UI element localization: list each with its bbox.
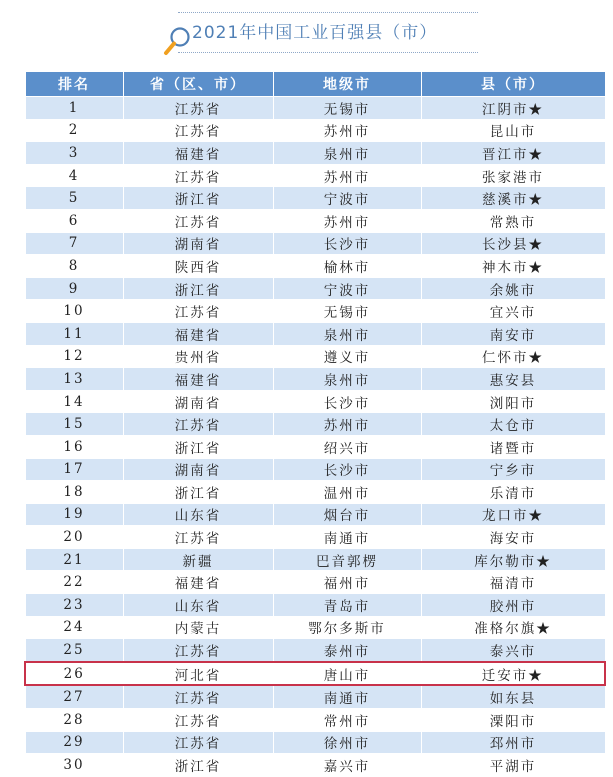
- table-row: [25, 709, 605, 732]
- table-row: [25, 277, 605, 300]
- rank-cell: 4: [25, 164, 123, 187]
- county-cell: 张家港市: [421, 164, 605, 187]
- rank-cell: 18: [25, 481, 123, 504]
- table-row: [25, 390, 605, 413]
- table-row: [25, 548, 605, 571]
- province-cell: 山东省: [123, 503, 273, 526]
- province-cell: 山东省: [123, 594, 273, 617]
- rank-cell: 12: [25, 345, 123, 368]
- county-cell: 宜兴市: [421, 300, 605, 323]
- table-row: [25, 616, 605, 639]
- city-cell: 宁波市: [273, 277, 421, 300]
- table-row: [25, 232, 605, 255]
- province-cell: 江苏省: [123, 119, 273, 142]
- header-province: 省（区、市）: [123, 72, 273, 97]
- table-row: [25, 435, 605, 458]
- province-cell: 江苏省: [123, 685, 273, 708]
- province-cell: 湖南省: [123, 458, 273, 481]
- province-cell: 湖南省: [123, 390, 273, 413]
- city-cell: 苏州市: [273, 413, 421, 436]
- city-cell: 常州市: [273, 709, 421, 732]
- province-cell: 江苏省: [123, 97, 273, 120]
- county-cell: 溧阳市: [421, 709, 605, 732]
- rank-cell: 8: [25, 255, 123, 278]
- table-row: [25, 300, 605, 323]
- table-row: [25, 97, 605, 120]
- province-cell: 浙江省: [123, 277, 273, 300]
- table-row: [25, 731, 605, 754]
- table-row-highlighted: [25, 662, 605, 686]
- city-cell: 嘉兴市: [273, 754, 421, 777]
- table-row: [25, 142, 605, 165]
- province-cell: 江苏省: [123, 209, 273, 232]
- rank-cell: 10: [25, 300, 123, 323]
- county-cell: 常熟市: [421, 209, 605, 232]
- title-divider-bottom: [178, 52, 478, 53]
- province-cell: 贵州省: [123, 345, 273, 368]
- rank-cell: 27: [25, 685, 123, 708]
- rank-cell: 16: [25, 435, 123, 458]
- city-cell: 长沙市: [273, 458, 421, 481]
- province-cell: 河北省: [123, 662, 273, 686]
- county-cell: 南安市: [421, 322, 605, 345]
- city-cell: 徐州市: [273, 731, 421, 754]
- city-cell: 福州市: [273, 571, 421, 594]
- province-cell: 新疆: [123, 548, 273, 571]
- city-cell: 青岛市: [273, 594, 421, 617]
- table-row: [25, 458, 605, 481]
- rank-cell: 21: [25, 548, 123, 571]
- county-cell: 如东县: [421, 685, 605, 708]
- table-row: [25, 322, 605, 345]
- rank-cell: 11: [25, 322, 123, 345]
- county-cell: 神木市★: [421, 255, 605, 278]
- table-row: [25, 255, 605, 278]
- table-row: [25, 526, 605, 549]
- county-cell: 长沙县★: [421, 232, 605, 255]
- county-cell: 太仓市: [421, 413, 605, 436]
- city-cell: 鄂尔多斯市: [273, 616, 421, 639]
- province-cell: 江苏省: [123, 164, 273, 187]
- city-cell: 南通市: [273, 526, 421, 549]
- rank-cell: 3: [25, 142, 123, 165]
- county-cell: 福清市: [421, 571, 605, 594]
- rank-cell: 9: [25, 277, 123, 300]
- city-cell: 泉州市: [273, 142, 421, 165]
- city-cell: 榆林市: [273, 255, 421, 278]
- rank-cell: 25: [25, 639, 123, 662]
- province-cell: 湖南省: [123, 232, 273, 255]
- rank-cell: 6: [25, 209, 123, 232]
- rank-cell: 15: [25, 413, 123, 436]
- rank-cell: 2: [25, 119, 123, 142]
- header-rank: 排名: [25, 72, 123, 97]
- province-cell: 福建省: [123, 571, 273, 594]
- province-cell: 浙江省: [123, 481, 273, 504]
- rank-cell: 24: [25, 616, 123, 639]
- rank-cell: 20: [25, 526, 123, 549]
- county-cell: 邳州市: [421, 731, 605, 754]
- table-row: [25, 209, 605, 232]
- county-cell: 晋江市★: [421, 142, 605, 165]
- rank-cell: 1: [25, 97, 123, 120]
- city-cell: 苏州市: [273, 119, 421, 142]
- city-cell: 泉州市: [273, 322, 421, 345]
- city-cell: 唐山市: [273, 662, 421, 686]
- rank-cell: 7: [25, 232, 123, 255]
- rank-cell: 23: [25, 594, 123, 617]
- title-divider-top: [178, 12, 478, 13]
- province-cell: 江苏省: [123, 413, 273, 436]
- table-header-row: [25, 72, 605, 97]
- city-cell: 泉州市: [273, 368, 421, 391]
- table-row: [25, 639, 605, 662]
- city-cell: 长沙市: [273, 232, 421, 255]
- ranking-table: [24, 71, 606, 777]
- city-cell: 巴音郭楞: [273, 548, 421, 571]
- province-cell: 江苏省: [123, 731, 273, 754]
- city-cell: 绍兴市: [273, 435, 421, 458]
- county-cell: 平湖市: [421, 754, 605, 777]
- city-cell: 苏州市: [273, 209, 421, 232]
- rank-cell: 14: [25, 390, 123, 413]
- table-row: [25, 685, 605, 708]
- city-cell: 泰州市: [273, 639, 421, 662]
- city-cell: 长沙市: [273, 390, 421, 413]
- table-row: [25, 368, 605, 391]
- city-cell: 无锡市: [273, 300, 421, 323]
- table-row: [25, 164, 605, 187]
- province-cell: 江苏省: [123, 526, 273, 549]
- title-banner: [160, 8, 480, 54]
- county-cell: 仁怀市★: [421, 345, 605, 368]
- table-row: [25, 571, 605, 594]
- city-cell: 温州市: [273, 481, 421, 504]
- rank-cell: 17: [25, 458, 123, 481]
- county-cell: 迁安市★: [421, 662, 605, 686]
- city-cell: 苏州市: [273, 164, 421, 187]
- province-cell: 福建省: [123, 368, 273, 391]
- county-cell: 胶州市: [421, 594, 605, 617]
- province-cell: 浙江省: [123, 187, 273, 210]
- county-cell: 准格尔旗★: [421, 616, 605, 639]
- county-cell: 余姚市: [421, 277, 605, 300]
- county-cell: 惠安县: [421, 368, 605, 391]
- table-row: [25, 481, 605, 504]
- county-cell: 库尔勒市★: [421, 548, 605, 571]
- city-cell: 遵义市: [273, 345, 421, 368]
- province-cell: 浙江省: [123, 754, 273, 777]
- table-row: [25, 754, 605, 777]
- city-cell: 烟台市: [273, 503, 421, 526]
- table-row: [25, 503, 605, 526]
- county-cell: 昆山市: [421, 119, 605, 142]
- rank-cell: 30: [25, 754, 123, 777]
- county-cell: 慈溪市★: [421, 187, 605, 210]
- county-cell: 宁乡市: [421, 458, 605, 481]
- page-title: 2021年中国工业百强县（市）: [192, 23, 438, 43]
- table-row: [25, 187, 605, 210]
- county-cell: 海安市: [421, 526, 605, 549]
- table-row: [25, 594, 605, 617]
- rank-cell: 19: [25, 503, 123, 526]
- table-body: [25, 97, 605, 777]
- rank-cell: 29: [25, 731, 123, 754]
- rank-cell: 13: [25, 368, 123, 391]
- county-cell: 浏阳市: [421, 390, 605, 413]
- rank-cell: 26: [25, 662, 123, 686]
- county-cell: 江阴市★: [421, 97, 605, 120]
- header-city: 地级市: [273, 72, 421, 97]
- province-cell: 福建省: [123, 142, 273, 165]
- province-cell: 陕西省: [123, 255, 273, 278]
- province-cell: 江苏省: [123, 709, 273, 732]
- province-cell: 内蒙古: [123, 616, 273, 639]
- city-cell: 无锡市: [273, 97, 421, 120]
- city-cell: 南通市: [273, 685, 421, 708]
- county-cell: 乐清市: [421, 481, 605, 504]
- county-cell: 龙口市★: [421, 503, 605, 526]
- province-cell: 浙江省: [123, 435, 273, 458]
- rank-cell: 28: [25, 709, 123, 732]
- table-row: [25, 413, 605, 436]
- city-cell: 宁波市: [273, 187, 421, 210]
- rank-cell: 22: [25, 571, 123, 594]
- rank-cell: 5: [25, 187, 123, 210]
- county-cell: 泰兴市: [421, 639, 605, 662]
- province-cell: 江苏省: [123, 300, 273, 323]
- header-county: 县（市）: [421, 72, 605, 97]
- province-cell: 江苏省: [123, 639, 273, 662]
- county-cell: 诸暨市: [421, 435, 605, 458]
- table-row: [25, 345, 605, 368]
- province-cell: 福建省: [123, 322, 273, 345]
- table-row: [25, 119, 605, 142]
